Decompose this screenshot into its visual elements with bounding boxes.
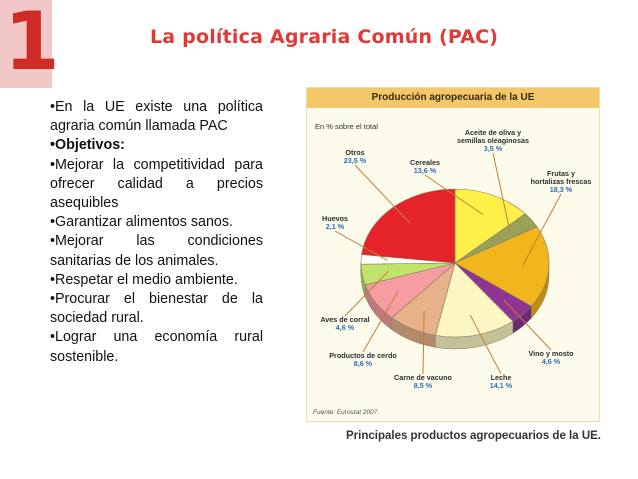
slice-value-label: 14,1 % xyxy=(489,381,513,390)
bullet-list xyxy=(50,98,263,367)
slice-value-label: 23,5 % xyxy=(343,156,367,165)
bullet-item: •Procurar el bienestar de la sociedad rural. xyxy=(50,291,263,327)
leader-line xyxy=(355,165,410,223)
slice-label: Productos de cerdo xyxy=(329,351,397,360)
slice-label: Vino y mosto xyxy=(528,349,574,358)
slice-label: Otros xyxy=(345,148,365,157)
slice-label: Aceite de oliva y xyxy=(464,128,522,137)
slice-label: Frutas y xyxy=(547,169,575,178)
slice-label: Carne de vacuno xyxy=(394,373,452,382)
page-title: La política Agraria Común (PAC) xyxy=(150,26,499,48)
bullet-item: •Mejorar la competitividad para ofrecer calidad a precios asequibles xyxy=(50,156,263,212)
slide-number-box xyxy=(0,0,60,88)
slice-label: Huevos xyxy=(322,214,348,223)
bullet-item: •Garantizar alimentos sanos. xyxy=(50,214,234,231)
slice-value-label: 8,6 % xyxy=(353,359,373,368)
slice-value-label: 18,3 % xyxy=(549,185,573,194)
chart-title: Producción agropecuaria de la UE xyxy=(371,92,535,103)
chart-source: Fuente: Eurostat 2007. xyxy=(313,409,380,416)
slice-value-label: 4,6 % xyxy=(335,323,355,332)
slice-value-label: 13,6 % xyxy=(413,166,437,175)
chart-figure xyxy=(306,87,600,422)
bullet-item: •Lograr una economía rural sostenible. xyxy=(50,329,263,365)
pie-slice xyxy=(362,189,455,263)
slice-label: semillas oleaginosas xyxy=(457,136,529,145)
slice-label: Leche xyxy=(490,373,512,382)
slide-number: 1 xyxy=(4,0,60,88)
bullet-item: •En la UE existe una política agraria común llamada PAC xyxy=(50,99,263,135)
slice-label: Aves de corral xyxy=(320,315,370,324)
slice-value-label: 8,5 % xyxy=(413,381,433,390)
slice-value-label: 4,6 % xyxy=(541,357,561,366)
slice-label: Cereales xyxy=(410,158,440,167)
slice-label: hortalizas frescas xyxy=(530,177,592,186)
bullet-item: •Objetivos: xyxy=(50,137,125,154)
pie-chart xyxy=(307,108,599,421)
chart-subtitle: En % sobre el total xyxy=(315,122,378,131)
bullet-item: •Respetar el medio ambiente. xyxy=(50,271,238,288)
slice-value-label: 3,5 % xyxy=(483,144,503,153)
slice-value-label: 2,1 % xyxy=(325,222,345,231)
chart-header xyxy=(307,88,599,108)
bullet-item: •Mejorar las condiciones sanitarias de los animales. xyxy=(50,233,263,269)
figure-caption: Principales productos agropecuarios de la UE. xyxy=(346,430,601,442)
